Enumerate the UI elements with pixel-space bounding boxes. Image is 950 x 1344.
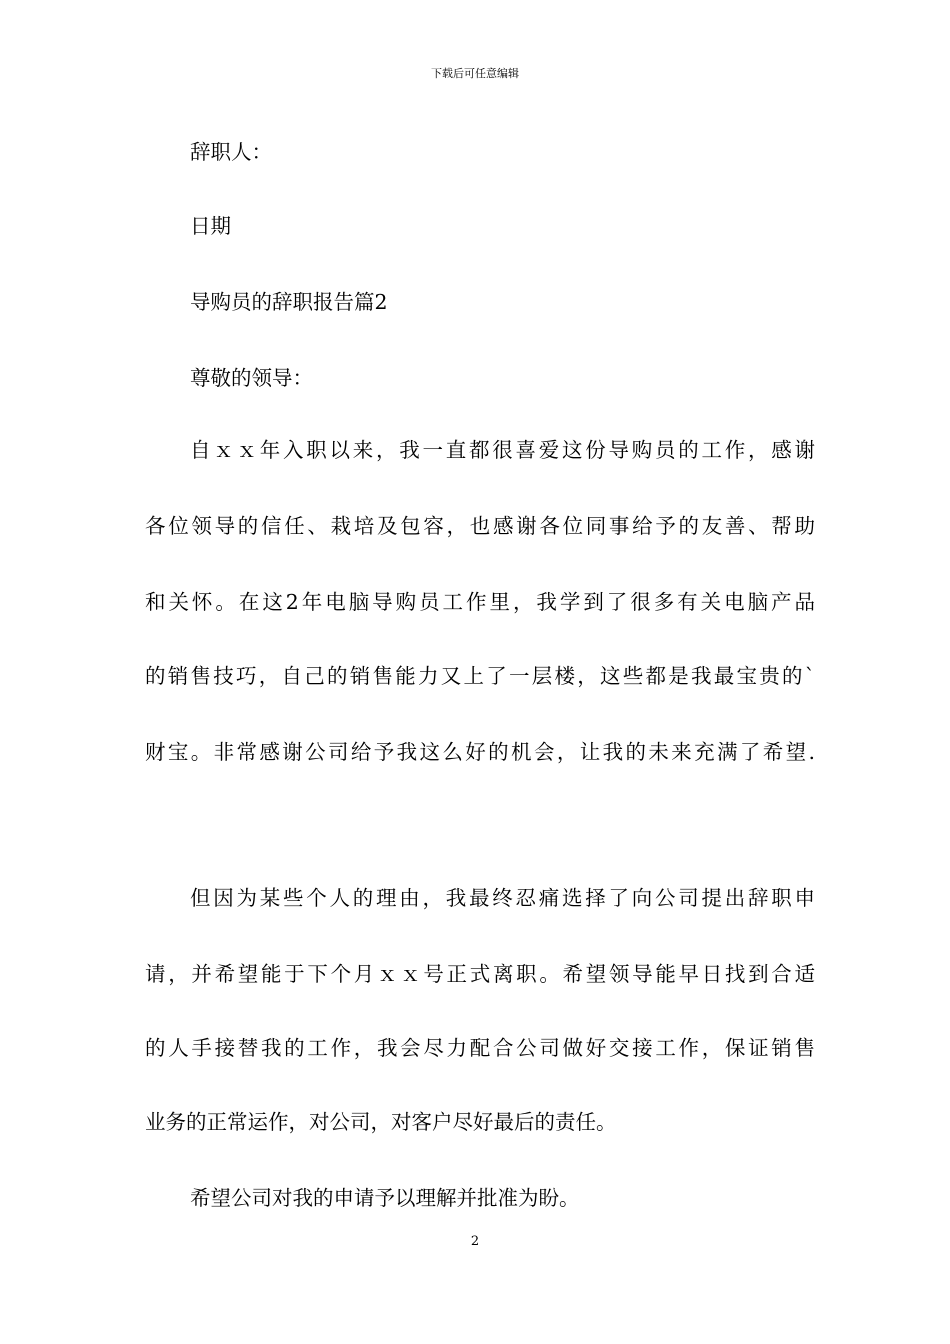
paragraph-1-line-1: 自ｘｘ年入职以来，我一直都很喜爱这份导购员的工作，感谢 [190, 438, 815, 462]
paragraph-2-line-4: 业务的正常运作，对公司，对客户尽好最后的责任。 [145, 1110, 617, 1134]
paragraph-1-line-4: 的销售技巧，自己的销售能力又上了一层楼，这些都是我最宝贵的` [145, 664, 815, 688]
page-header: 下载后可任意编辑 [431, 67, 519, 80]
closing-line: 希望公司对我的申请予以理解并批准为盼。 [190, 1186, 580, 1210]
paragraph-1-line-2: 各位领导的信任、栽培及包容，也感谢各位同事给予的友善、帮助 [145, 514, 815, 538]
paragraph-1-line-5: 财宝。非常感谢公司给予我这么好的机会，让我的未来充满了希望. [145, 740, 815, 764]
page-number: 2 [470, 1234, 480, 1249]
salutation: 尊敬的领导： [190, 366, 313, 390]
paragraph-2-line-2: 请，并希望能于下个月ｘｘ号正式离职。希望领导能早日找到合适 [145, 962, 815, 986]
section-title: 导购员的辞职报告篇2 [190, 290, 388, 314]
signer-label: 辞职人： [190, 140, 272, 164]
paragraph-2-line-1: 但因为某些个人的理由，我最终忍痛选择了向公司提出辞职申 [190, 886, 815, 910]
paragraph-2-line-3: 的人手接替我的工作，我会尽力配合公司做好交接工作，保证销售 [145, 1036, 815, 1060]
date-label: 日期 [190, 214, 231, 238]
paragraph-1-line-3: 和关怀。在这2年电脑导购员工作里，我学到了很多有关电脑产品 [145, 590, 815, 614]
